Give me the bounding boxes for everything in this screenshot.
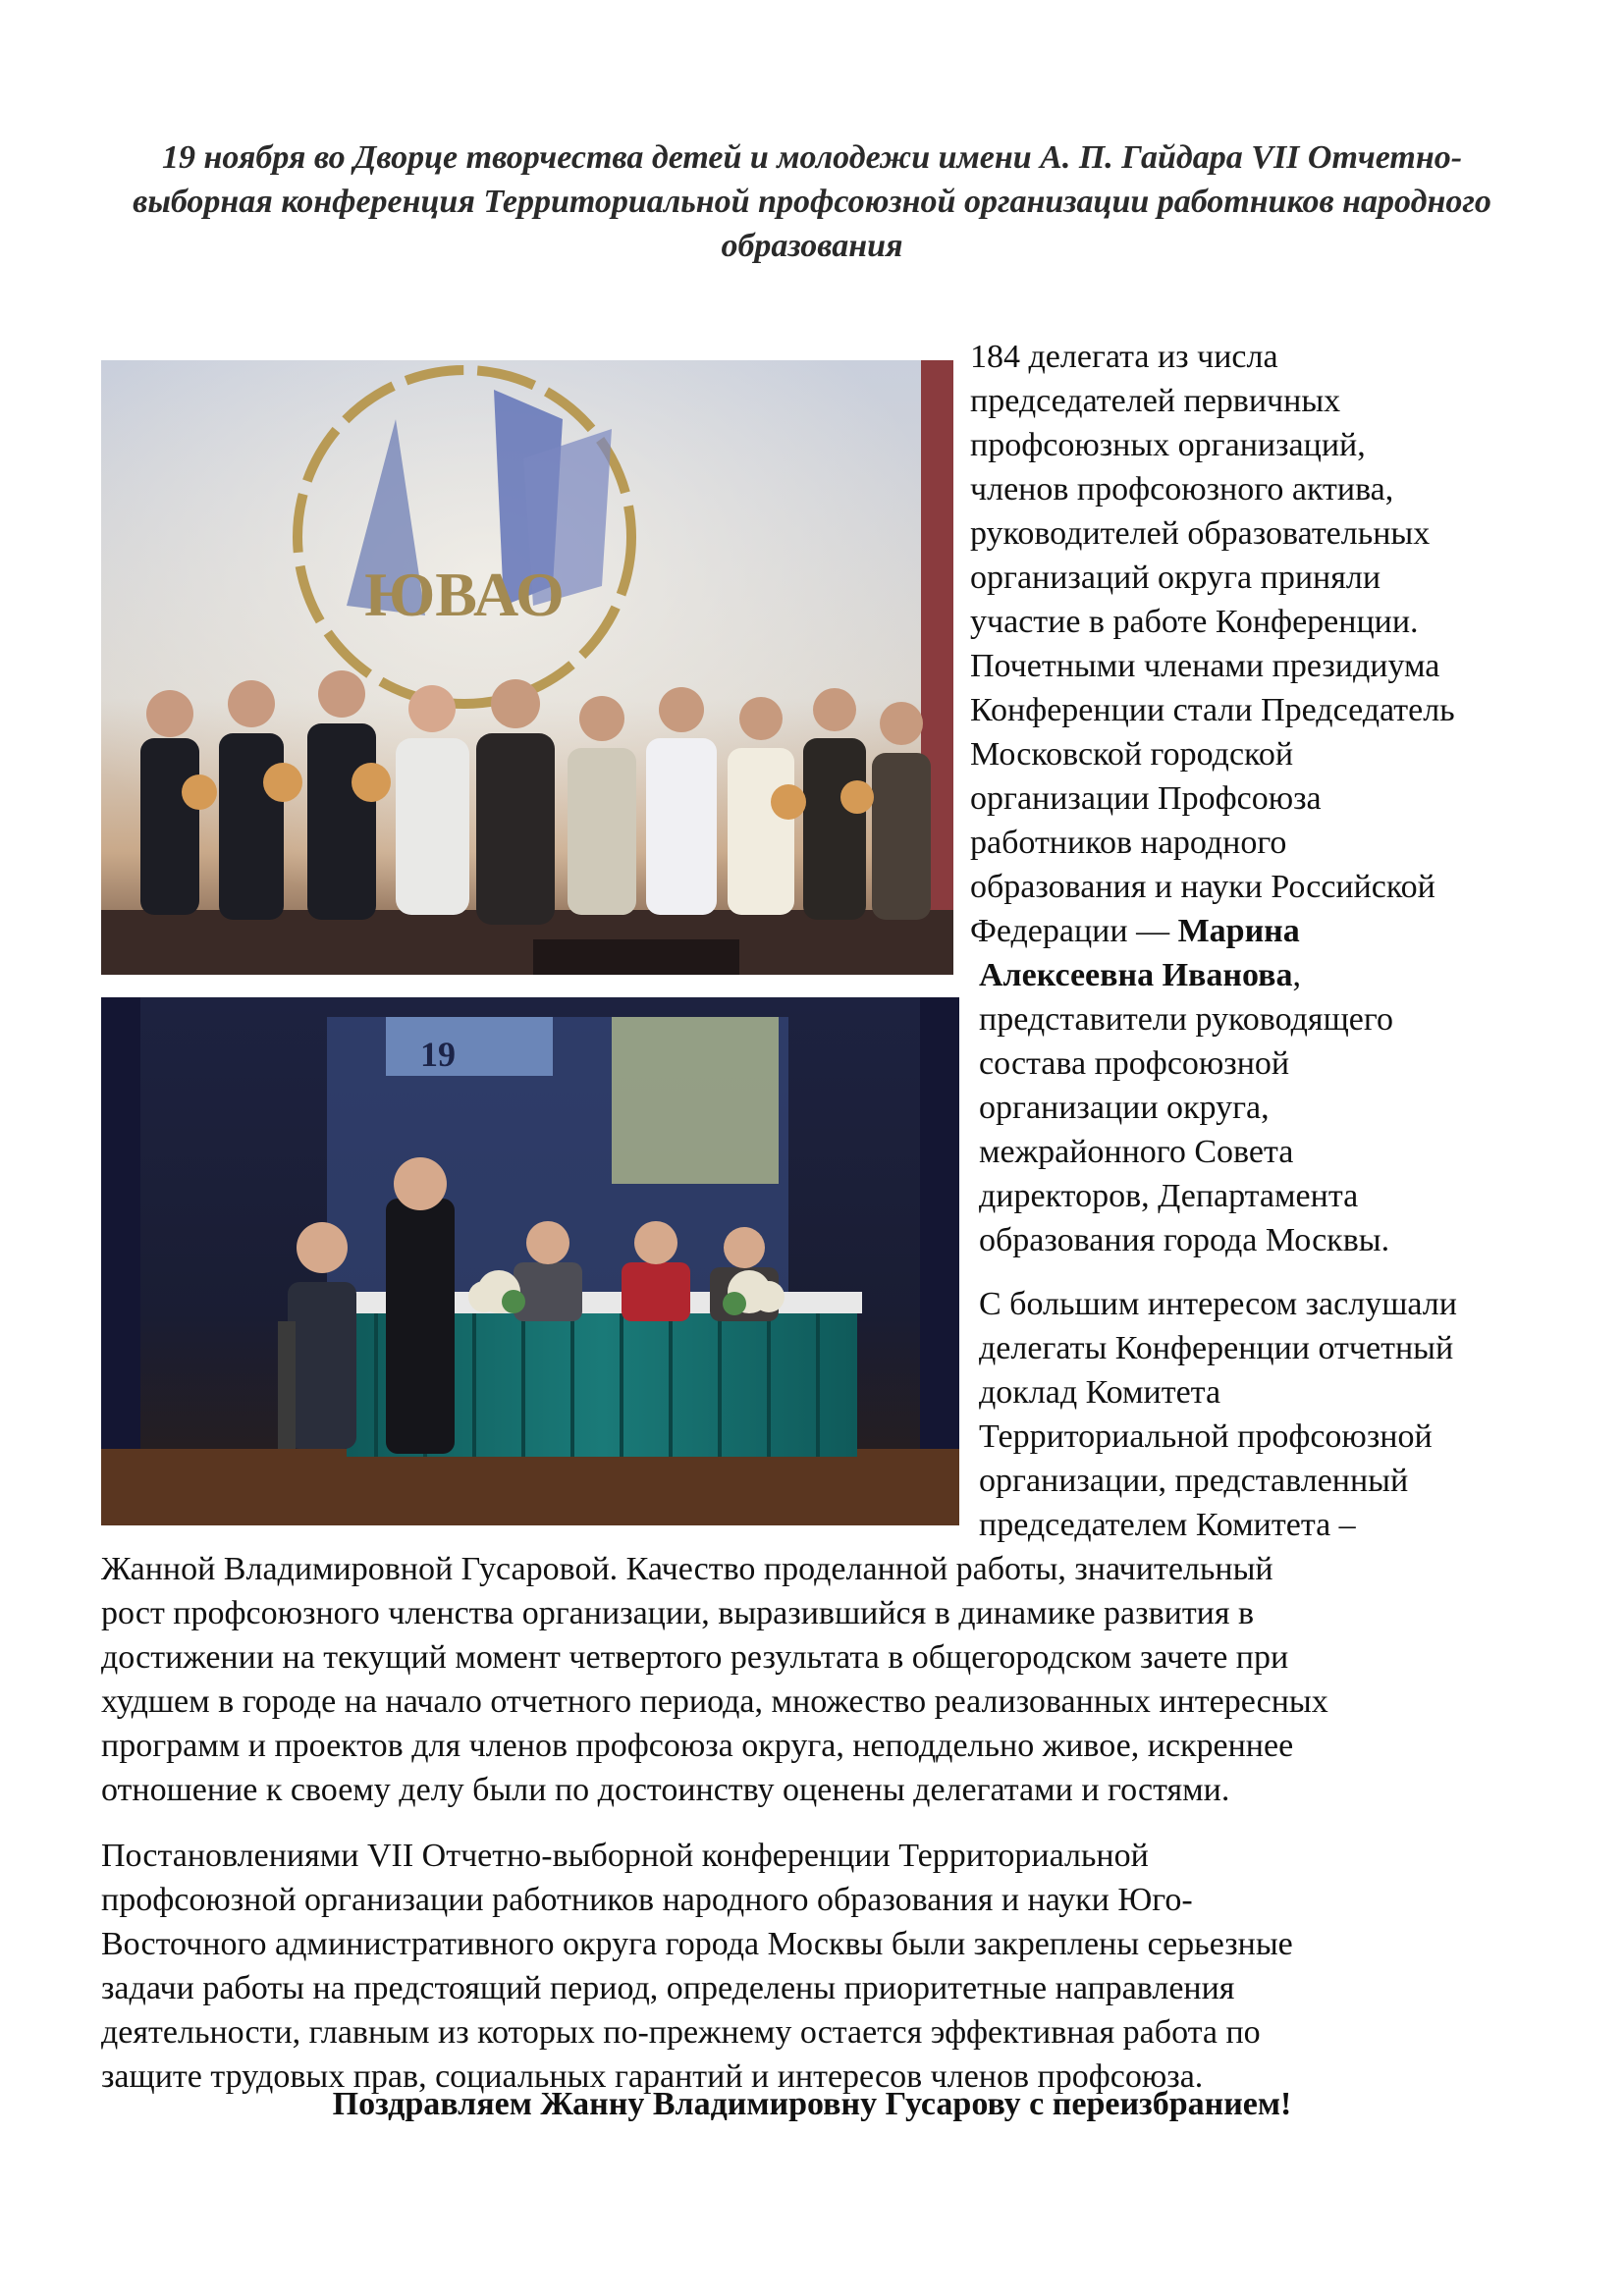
text-line: отношение к своему делу были по достоинству оценены делегатами и гостями.: [101, 1772, 1230, 1808]
text-line: председателем Комитета –: [979, 1507, 1356, 1543]
text-line: защите трудовых прав, социальных гарантий и интересов членов профсоюза.: [101, 2058, 1204, 2095]
text-line: рост профсоюзного членства организации, выразившийся в динамике развития в: [101, 1595, 1255, 1631]
text-line: делегаты Конференции отчетный: [979, 1330, 1454, 1366]
text-line: членов профсоюзного актива,: [970, 471, 1394, 507]
paragraph-delegates-continued: Алексеевна Иванова, представители руководящего состава профсоюзной организации округа, межрайонного Совета директоров, Департамента образования города Москвы.: [979, 957, 1393, 1258]
text-line: Восточного административного округа города Москвы были закреплены серьезные: [101, 1926, 1293, 1962]
text-line: председателей первичных: [970, 383, 1341, 419]
person-name-first: Марина: [1177, 913, 1300, 949]
text-line: доклад Комитета: [979, 1374, 1221, 1411]
text-line: достижении на текущий момент четвертого результата в общегородском зачете при: [101, 1639, 1289, 1676]
text-line: Конференции стали Председатель: [970, 692, 1455, 728]
text-line: профсоюзной организации работников народного образования и науки Юго-: [101, 1882, 1193, 1918]
text-line: организации Профсоюза: [970, 780, 1322, 817]
text-line: задачи работы на предстоящий период, определены приоритетные направления: [101, 1970, 1235, 2006]
text-line: директоров, Департамента: [979, 1178, 1359, 1214]
text-line: представители руководящего: [979, 1001, 1393, 1038]
closing-congratulation: Поздравляем Жанну Владимировну Гусарову с переизбранием!: [332, 2086, 1292, 2122]
text-line: образования города Москвы.: [979, 1222, 1390, 1258]
text-line: организации округа,: [979, 1090, 1270, 1126]
text-line: Постановлениями VII Отчетно-выборной конференции Территориальной: [101, 1838, 1149, 1874]
logo-text: ЮВАО: [364, 560, 565, 629]
text-line: Федерации —: [970, 913, 1178, 949]
text-line: профсоюзных организаций,: [970, 427, 1366, 463]
text-line: организаций округа приняли: [970, 560, 1381, 596]
page-title: 19 ноября во Дворце творчества детей и молодежи имени А. П. Гайдара VII Отчетно-выборная конференция Территориальной профсоюзной организации работников народного образования: [133, 139, 1491, 264]
text-line: 184 делегата из числа: [970, 339, 1278, 375]
text-line: худшем в городе на начало отчетного периода, множество реализованных интересных: [101, 1683, 1328, 1720]
photo-award-ceremony: [101, 360, 953, 975]
text-line: образования и науки Российской: [970, 869, 1435, 905]
text-line: С большим интересом заслушали: [979, 1286, 1457, 1322]
text-line: Почетными членами президиума: [970, 648, 1440, 684]
text-line: работников народного: [970, 825, 1287, 861]
text-line: руководителей образовательных: [970, 515, 1431, 552]
paragraph-report-continued: [101, 1547, 1535, 1812]
text-line: программ и проектов для членов профсоюза округа, неподдельно живое, искреннее: [101, 1728, 1294, 1764]
text-line: межрайонного Совета: [979, 1134, 1294, 1170]
text-line: Территориальной профсоюзной: [979, 1418, 1433, 1455]
banner-number: 19: [420, 1035, 456, 1074]
text-line: Московской городской: [970, 736, 1294, 773]
text-line: Жанной Владимировной Гусаровой. Качество проделанной работы, значительный: [101, 1551, 1273, 1587]
paragraph-delegates: [970, 335, 1559, 953]
text-line: участие в работе Конференции.: [970, 604, 1419, 640]
text-line: организации, представленный: [979, 1463, 1409, 1499]
text-line: состава профсоюзной: [979, 1045, 1290, 1082]
person-name: Алексеевна Иванова: [979, 957, 1293, 993]
paragraph-resolutions: [101, 1834, 1535, 2099]
text-line: деятельности, главным из которых по-прежнему остается эффективная работа по: [101, 2014, 1261, 2051]
photo-presidium: [101, 997, 959, 1525]
paragraph-report: [979, 1282, 1558, 1547]
